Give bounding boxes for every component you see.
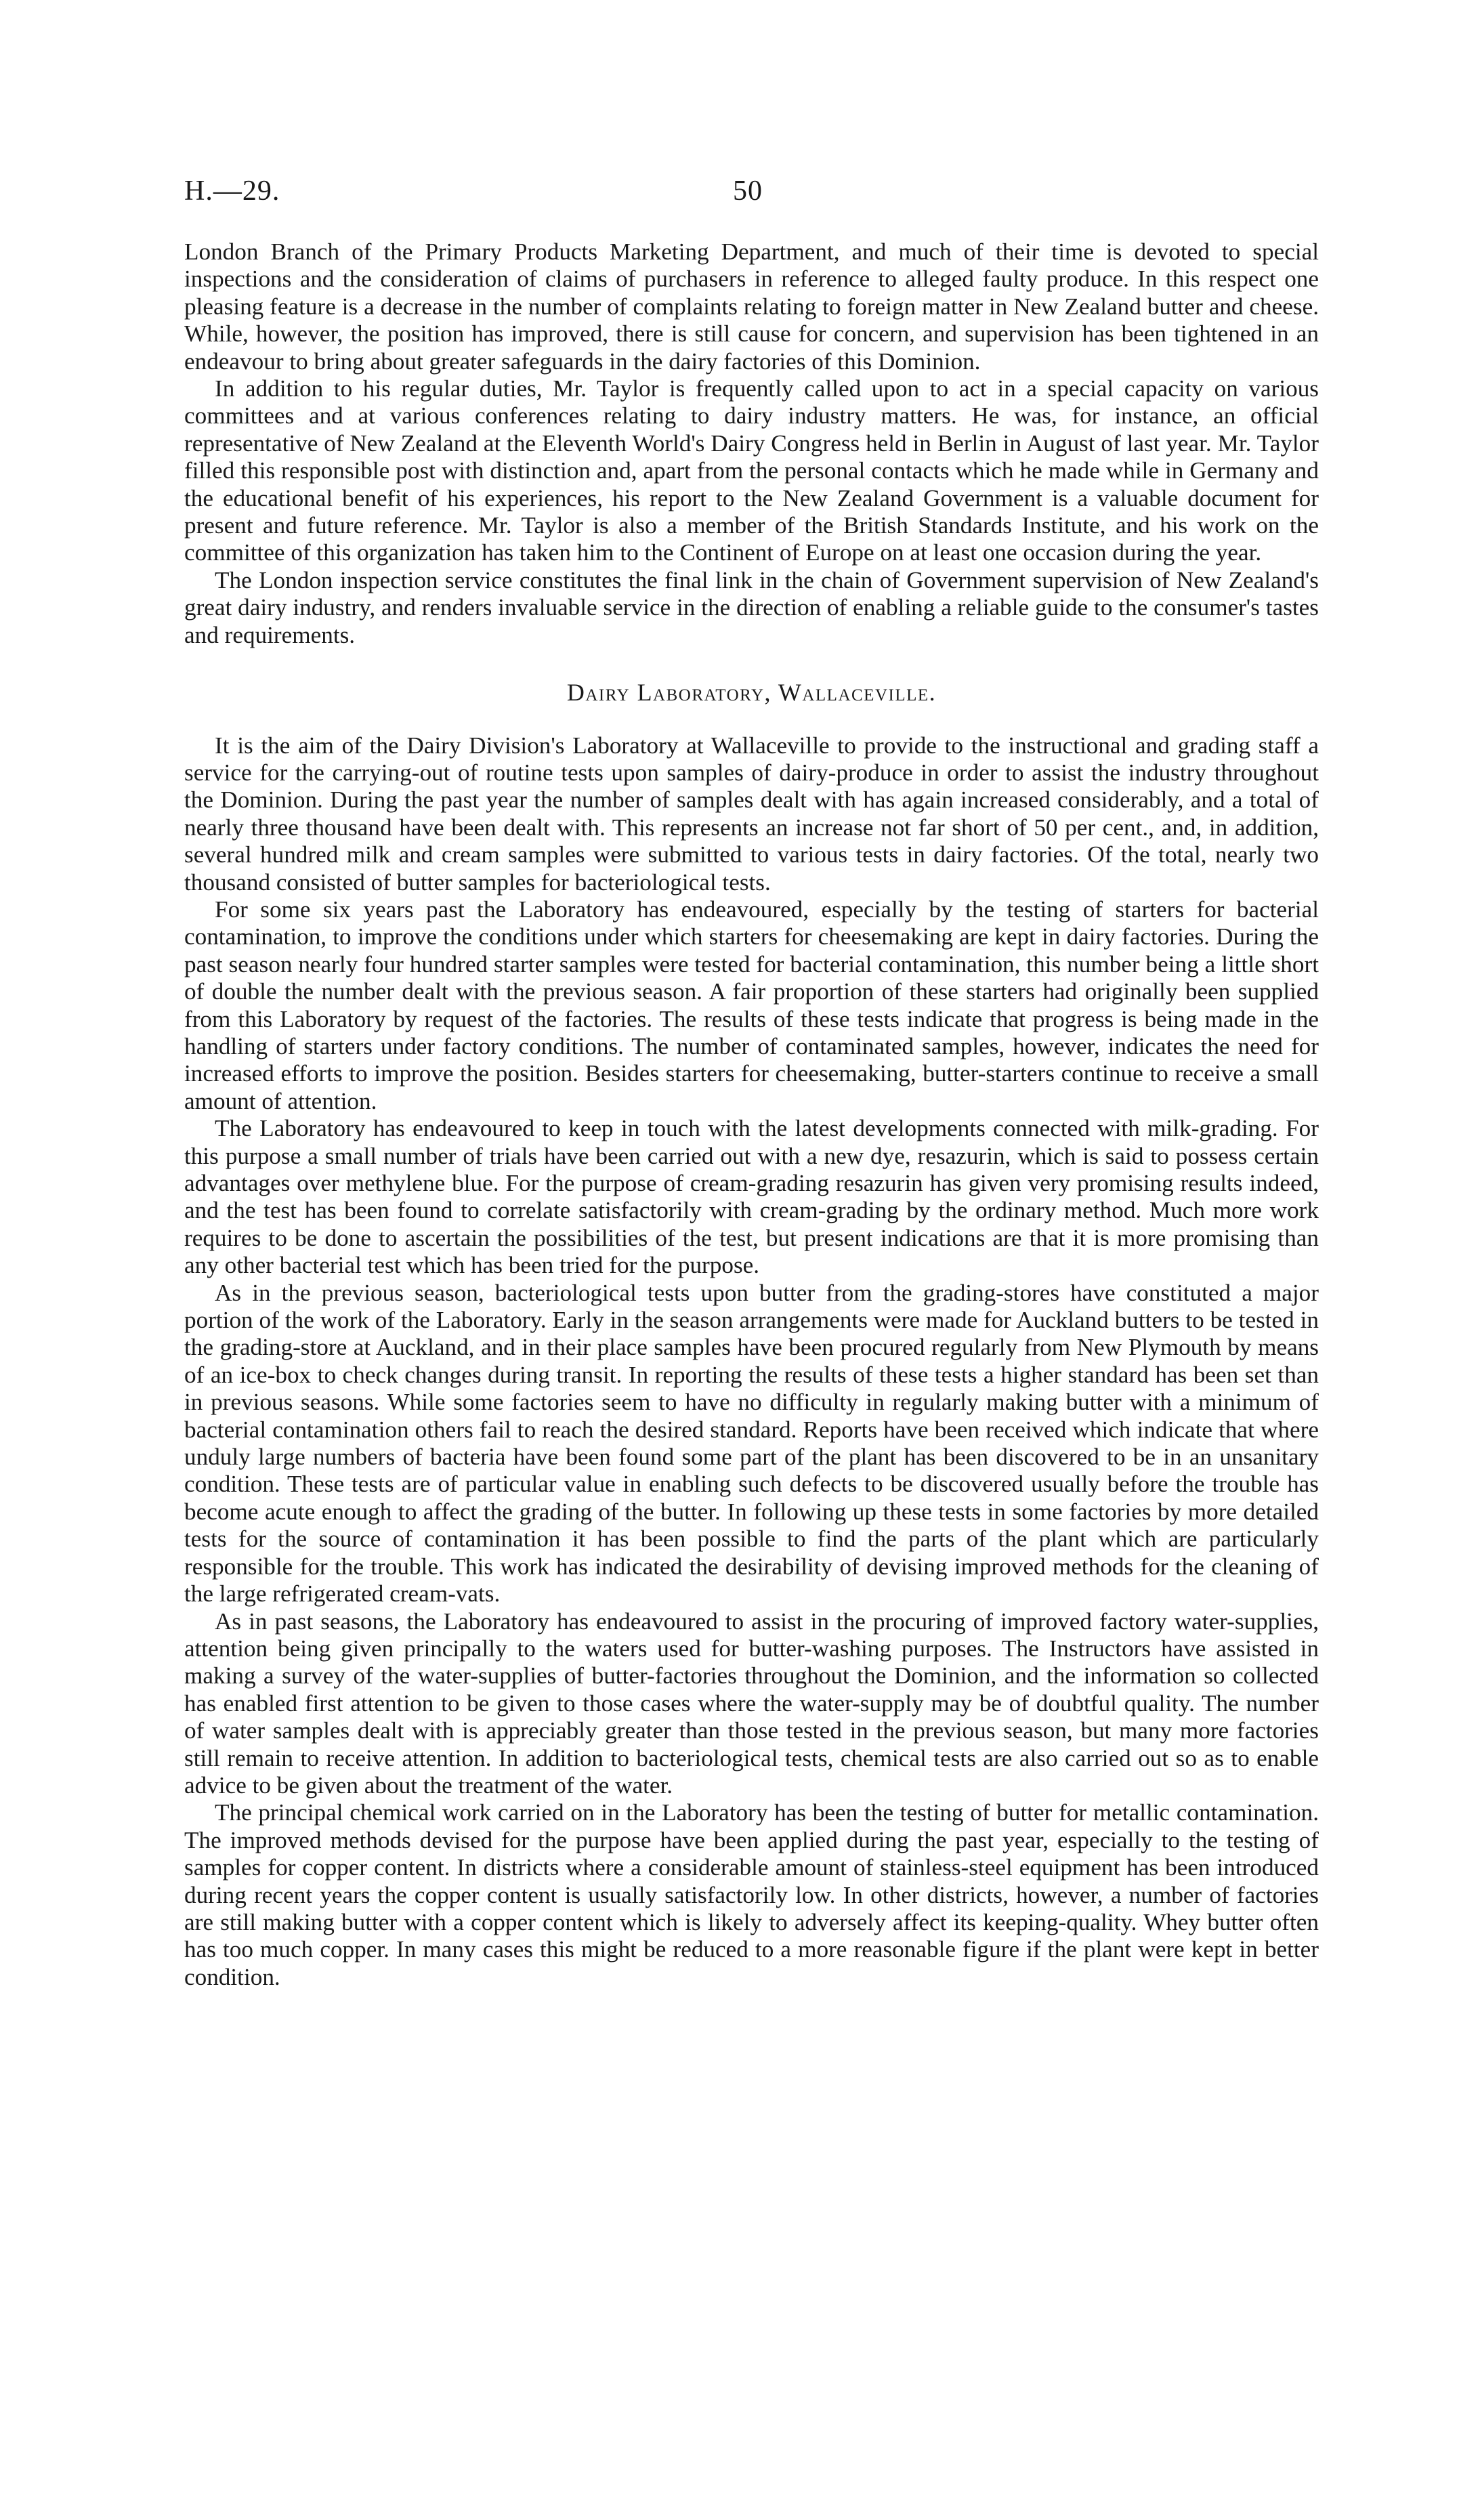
- paragraph: It is the aim of the Dairy Division's Laboratory at Wallaceville to provide to the instructional and grading staff a service for the carrying-out of routine tests upon samples of dairy-produce in order to assist the industry throughout the Dominion. During the past year the number of samples dealt with has again increased considerably, and a total of nearly three thousand have been dealt with. This represents an increase not far short of 50 per cent., and, in addition, several hundred milk and cream samples were submitted to various tests in dairy factories. Of the total, nearly two thousand consisted of butter samples for bacteriological tests.: [184, 732, 1319, 896]
- paragraph: As in past seasons, the Laboratory has endeavoured to assist in the procuring of improved factory water-supplies, attention being given principally to the waters used for butter-washing purposes. The Instructors have assisted in making a survey of the water-supplies of butter-factories throughout the Dominion, and the information so collected has enabled first attention to be given to those cases where the water-supply may be of doubtful quality. The number of water samples dealt with is appreciably greater than those tested in the previous season, but many more factories still remain to receive attention. In addition to bacteriological tests, chemical tests are also carried out so as to enable advice to be given about the treatment of the water.: [184, 1608, 1319, 1799]
- page-number: 50: [733, 175, 763, 207]
- paragraph: For some six years past the Laboratory has endeavoured, especially by the testing of starters for bacterial contamination, to improve the conditions under which starters for cheesemaking are kept in dairy factories. During the past season nearly four hundred starter samples were tested for bacterial contamination, this number being a little short of double the number dealt with the previous season. A fair proportion of these starters had originally been supplied from this Laboratory by request of the factories. The results of these tests indicate that progress is being made in the handling of starters under factory conditions. The number of contaminated samples, however, indicates the need for increased efforts to improve the position. Besides starters for cheesemaking, butter-starters continue to receive a small amount of attention.: [184, 896, 1319, 1114]
- paragraph: London Branch of the Primary Products Marketing Department, and much of their time is devoted to special inspections and the consideration of claims of purchasers in reference to alleged faulty produce. In this respect one pleasing feature is a decrease in the number of complaints relating to foreign matter in New Zealand butter and cheese. While, however, the position has improved, there is still cause for concern, and supervision has been tightened in an endeavour to bring about greater safeguards in the dairy factories of this Dominion.: [184, 238, 1319, 375]
- section-heading-dairy-laboratory: Dairy Laboratory, Wallaceville.: [566, 679, 937, 707]
- paragraph: The London inspection service constitutes the final link in the chain of Government supervision of New Zealand's great dairy industry, and renders invaluable service in the direction of enabling a reliable guide to the consumer's tastes and requirements.: [184, 566, 1319, 648]
- paragraph: The principal chemical work carried on in the Laboratory has been the testing of butter for metallic contamination. The improved methods devised for the purpose have been applied during the past year, especially to the testing of samples for copper content. In districts where a considerable amount of stainless-steel equipment has been introduced during recent years the copper content is usually satisfactorily low. In other districts, however, a number of factories are still making butter with a copper content which is likely to adversely affect its keeping-quality. Whey butter often has too much copper. In many cases this might be reduced to a more reasonable figure if the plant were kept in better condition.: [184, 1799, 1319, 1990]
- paragraph: As in the previous season, bacteriological tests upon butter from the grading-stores have constituted a major portion of the work of the Laboratory. Early in the season arrangements were made for Auckland butters to be tested in the grading-store at Auckland, and in their place samples have been procured regularly from New Plymouth by means of an ice-box to check changes during transit. In reporting the results of these tests a higher standard has been set than in previous seasons. While some factories seem to have no difficulty in regularly making butter with a minimum of bacterial contamination others fail to reach the desired standard. Reports have been received which indicate that where unduly large numbers of bacteria have been found some part of the plant has been discovered to be in an unsanitary condition. These tests are of particular value in enabling such defects to be discovered usually before the trouble has become acute enough to affect the grading of the butter. In following up these tests in some factories by more detailed tests for the source of contamination it has been possible to find the parts of the plant which are particularly responsible for the trouble. This work has indicated the desirability of devising improved methods for the cleaning of the large refrigerated cream-vats.: [184, 1279, 1319, 1608]
- body-text: [184, 238, 1319, 1991]
- paragraph: In addition to his regular duties, Mr. Taylor is frequently called upon to act in a special capacity on various committees and at various conferences relating to dairy industry matters. He was, for instance, an official representative of New Zealand at the Eleventh World's Dairy Congress held in Berlin in August of last year. Mr. Taylor filled this responsible post with distinction and, apart from the personal contacts which he made while in Germany and the educational benefit of his experiences, his report to the New Zealand Government is a valuable document for present and future reference. Mr. Taylor is also a member of the British Standards Institute, and his work on the committee of this organization has taken him to the Continent of Europe on at least one occasion during the year.: [184, 375, 1319, 566]
- report-reference: H.—29.: [184, 175, 280, 207]
- page-header: [184, 175, 1319, 215]
- paragraph: The Laboratory has endeavoured to keep in touch with the latest developments connected with milk-grading. For this purpose a small number of trials have been carried out with a new dye, resazurin, which is said to possess certain advantages over methylene blue. For the purpose of cream-grading resazurin has given very promising results indeed, and the test has been found to correlate satisfactorily with cream-grading by the ordinary method. Much more work requires to be done to ascertain the possibilities of the test, but present indications are that it is more promising than any other bacterial test which has been tried for the purpose.: [184, 1115, 1319, 1279]
